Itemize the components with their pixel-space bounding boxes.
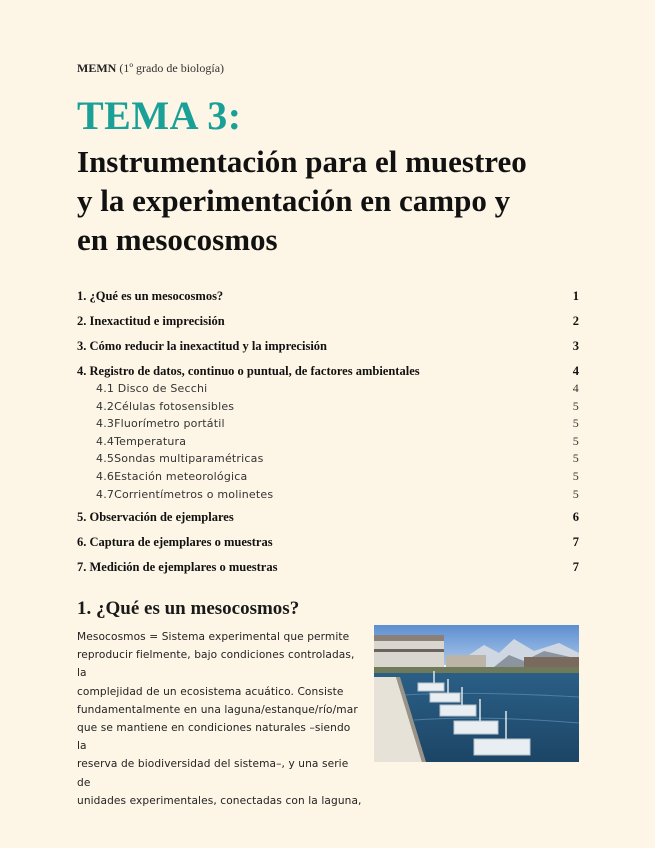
course-detail: (1º grado de biología) xyxy=(119,61,225,75)
paragraph-line: complejidad de un ecosistema acuático. Consiste xyxy=(77,685,344,698)
toc-page: 5 xyxy=(572,398,579,413)
title-line: y la experimentación en campo y xyxy=(77,183,511,218)
toc-label: 4.6Estación meteorológica xyxy=(96,469,248,483)
toc-entry[interactable] xyxy=(77,508,579,533)
toc-page: 5 xyxy=(572,468,579,483)
paragraph-line: reserva de biodiversidad del sistema–, y una serie de xyxy=(77,758,349,789)
toc-subentry[interactable] xyxy=(77,486,579,504)
topic-number: TEMA 3: xyxy=(77,93,242,138)
toc-page: 7 xyxy=(572,560,579,575)
toc-entry[interactable] xyxy=(77,533,579,558)
toc-subentry[interactable] xyxy=(77,415,579,433)
toc-page: 5 xyxy=(572,451,579,466)
course-header xyxy=(77,61,224,76)
toc-label: 6. Captura de ejemplares o muestras xyxy=(77,535,273,550)
paragraph-line: unidades experimentales, conectadas con la laguna, xyxy=(77,794,362,807)
toc-page: 5 xyxy=(572,416,579,431)
toc-label: 4.2Células fotosensibles xyxy=(96,399,235,413)
toc-label: 4.5Sondas multiparamétricas xyxy=(96,452,264,466)
paragraph-line: Mesocosmos = Sistema experimental que permite xyxy=(77,631,350,643)
toc-label: 4. Registro de datos, continuo o puntual, de factores ambientales xyxy=(77,364,420,378)
toc-entry[interactable] xyxy=(77,362,579,380)
toc-page: 3 xyxy=(572,339,579,353)
paragraph-line: reproducir fielmente, bajo condiciones controladas, la xyxy=(77,649,355,680)
toc-label: 3. Cómo reducir la inexactitud y la imprecisión xyxy=(77,339,327,353)
toc-label: 2. Inexactitud e imprecisión xyxy=(77,314,225,328)
toc-subentry[interactable] xyxy=(77,398,579,416)
section-heading: 1. ¿Qué es un mesocosmos? xyxy=(77,598,300,619)
table-of-contents xyxy=(77,287,579,583)
mesocosm-illustration xyxy=(374,625,579,762)
toc-page: 4 xyxy=(572,364,579,378)
toc-page: 5 xyxy=(572,433,579,448)
title-line: Instrumentación para el muestreo xyxy=(77,144,527,179)
title-line: en mesocosmos xyxy=(77,222,278,257)
toc-label: 5. Observación de ejemplares xyxy=(77,510,234,525)
toc-label: 1. ¿Qué es un mesocosmos? xyxy=(77,289,224,303)
page-title xyxy=(77,142,597,259)
toc-entry[interactable] xyxy=(77,287,579,312)
toc-subentry[interactable] xyxy=(77,450,579,468)
toc-label: 4.1 Disco de Secchi xyxy=(96,382,208,395)
toc-page: 7 xyxy=(572,535,579,550)
toc-entry[interactable] xyxy=(77,312,579,337)
paragraph-line: fundamentalmente en una laguna/estanque/río/mar xyxy=(77,703,358,716)
toc-page: 1 xyxy=(572,289,579,303)
toc-entry[interactable] xyxy=(77,558,579,583)
toc-label: 7. Medición de ejemplares o muestras xyxy=(77,560,278,575)
toc-entry[interactable] xyxy=(77,337,579,362)
toc-page: 2 xyxy=(572,314,579,328)
toc-page: 4 xyxy=(572,381,579,395)
toc-label: 4.7Corrientímetros o molinetes xyxy=(96,487,274,501)
toc-page: 6 xyxy=(572,510,579,525)
mesocosm-photo xyxy=(374,625,579,762)
toc-label: 4.3Fluorímetro portátil xyxy=(96,417,225,431)
toc-page: 5 xyxy=(572,486,579,501)
course-code: MEMN xyxy=(77,61,117,75)
section-paragraph xyxy=(77,628,362,810)
toc-subentry[interactable] xyxy=(77,433,579,451)
toc-subentry[interactable] xyxy=(77,380,579,398)
toc-subentry[interactable] xyxy=(77,468,579,486)
toc-label: 4.4Temperatura xyxy=(96,434,187,448)
paragraph-line: que se mantiene en condiciones naturales –siendo la xyxy=(77,722,351,753)
